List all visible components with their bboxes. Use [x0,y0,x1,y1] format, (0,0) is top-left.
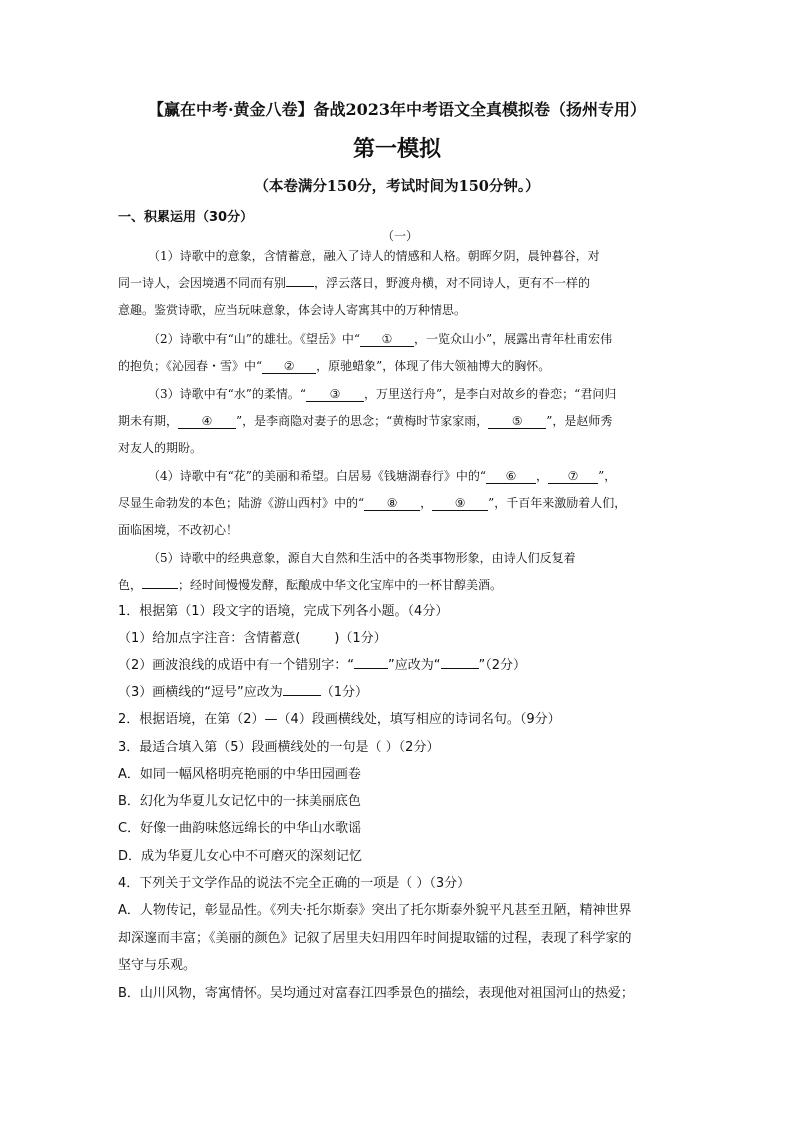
sub-heading: （一） [382,229,419,243]
question-2: 2．根据语境，在第（2）—（4）段画横线处，填写相应的诗词名句。（9分） [118,712,561,727]
passage-p5-line1: （5）诗歌中的经典意象，源自大自然和生活中的各类事物形象，由诗人们反复着 [148,551,576,565]
text: ；经时间慢慢发酵，酝酿成中华文化宝库中的一杯甘醇美酒。 [178,578,503,592]
answer-blank-2: ② [262,360,316,374]
text: ”（2分） [478,658,527,673]
text: ， [420,496,433,510]
text: （4）诗歌中有“花”的美丽和希望。白居易《钱塘湖春行》中的“ [148,469,487,483]
passage-p2-line1 [148,333,612,347]
passage-p4-line1 [148,470,616,484]
question-1: 1．根据第（1）段文字的语境，完成下列各小题。（4分） [118,604,449,619]
question-1-3 [118,686,368,699]
question-3-option-c: C．好像一曲韵味悠远绵长的中华山水歌谣 [118,821,362,836]
answer-blank-8: ⑧ [364,497,420,511]
passage-p5-line2 [118,579,502,591]
question-1-2 [118,659,526,672]
text: 尽显生命勃发的本色；陆游《游山西村》中的“ [118,496,365,510]
passage-p4-line2 [118,497,626,511]
passage-p3-line2 [118,415,612,429]
section-heading: 一、积累运用（30分） [118,210,254,225]
exam-note: （本卷满分150分，考试时间为150分钟。） [254,178,540,195]
question-3-option-b: B．幻化为华夏儿女记忆中的一抹美丽底色 [118,794,361,809]
text: 的抱负；《沁园春・雪》中“ [118,359,263,373]
text: ， [314,276,327,290]
question-4: 4．下列关于文学作品的说法不完全正确的一项是（ ）（3分） [118,876,471,891]
answer-blank-5: ⑤ [488,415,546,429]
question-4-option-a-line3: 坚守与乐观。 [118,958,197,973]
question-3: 3．最适合填入第（5）段画横线处的一句是（ ）（2分） [118,740,440,755]
answer-blank-6: ⑥ [486,470,536,484]
text: 浮云落日，野渡舟横，对不同诗人，更有不一样的 [326,276,591,290]
text: ，万里送行舟”，是李白对故乡的眷恋；“君问归 [364,387,617,401]
passage-p4-line3: 面临困境，不改初心！ [118,523,239,537]
passage-p3-line1 [148,388,616,402]
text: （3）诗歌中有“水”的柔情。“ [148,387,307,401]
question-3-option-d: D．成为华夏儿女心中不可磨灭的深刻记忆 [118,849,363,864]
answer-blank-9: ⑨ [432,497,488,511]
text: ”，是赵师秀 [546,414,613,428]
question-4-option-b-line1: B．山川风物，寄寓情怀。吴均通过对富春江四季景色的描绘，表现他对祖国河山的热爱； [118,986,634,1001]
text: （1）给加点字注音：含情蓄意( [118,631,301,646]
text: ”， [598,469,617,483]
answer-blank-4: ④ [178,415,236,429]
question-4-option-a-line1: A．人物传记，彰显品性。《列夫·托尔斯泰》突出了托尔斯泰外貌平凡甚至丑陋，精神世界 [118,903,632,918]
passage-p3-line3: 对友人的期盼。 [118,441,203,455]
question-3-option-a: A．如同一幅风格明亮艳丽的中华田园画卷 [118,767,361,782]
passage-p1-line2 [118,277,590,289]
text: ”，千百年来激励着人们， [488,496,627,510]
text: ”，是李商隐对妻子的思念；“黄梅时节家家雨， [236,414,489,428]
answer-blank [142,588,178,589]
passage-p1-line3: 意趣。鉴赏诗歌，应当玩味意象，体会诗人寄寓其中的万种情思。 [118,303,467,317]
text: （2）诗歌中有“山”的雄壮。《望岳》中“ [148,332,361,346]
question-1-1 [118,632,387,645]
text: （2）画波浪线的成语中有一个错别字：“ [118,658,355,673]
answer-blank[interactable] [354,668,388,669]
text: ， [536,469,549,483]
text: 色， [118,578,143,592]
text: （3）画横线的“逗号”应改为 [118,685,283,700]
text: 期未有期， [118,414,179,428]
passage-p2-line2 [118,360,550,374]
series-title: 【赢在中考·黄金八卷】备战2023年中考语文全真模拟卷（扬州专用） [147,100,647,119]
text: ，原驰蜡象”，体现了伟大领袖博大的胸怀。 [316,359,551,373]
exam-title: 第一模拟 [352,136,441,162]
answer-blank [286,286,314,287]
text: 同一诗人，会因境遇不同而有别 [118,276,287,290]
text: )（1分） [334,631,387,646]
answer-blank-7: ⑦ [548,470,598,484]
text: ”应改为“ [388,658,441,673]
passage-p1-line1: （1）诗歌中的意象，含情蓄意，融入了诗人的情感和人格。朝晖夕阴，晨钟暮谷，对 [148,249,600,263]
answer-blank-1: ① [360,333,414,347]
answer-blank[interactable] [283,695,321,696]
text: （1分） [320,685,369,700]
question-4-option-a-line2: 却深邃而丰富；《美丽的颜色》记叙了居里夫妇用四年时间提取镭的过程，表现了科学家的 [118,931,632,946]
answer-blank[interactable] [441,668,479,669]
answer-blank-3: ③ [306,388,364,402]
text: ，一览众山小”，展露出青年杜甫宏伟 [414,332,613,346]
